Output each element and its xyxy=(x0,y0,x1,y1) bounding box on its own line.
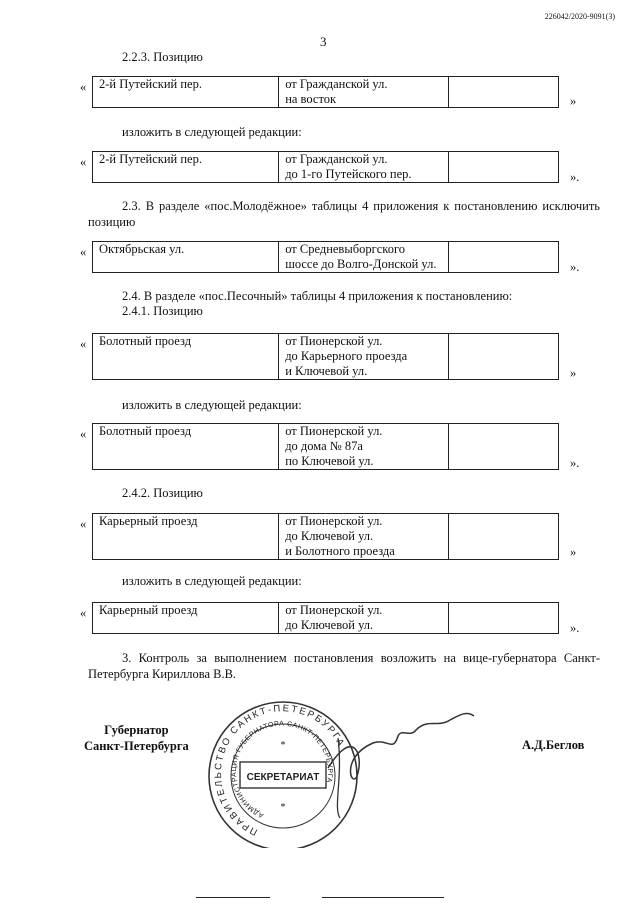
range-line: шоссе до Волго-Донской ул. xyxy=(285,257,437,271)
empty-cell xyxy=(449,603,559,634)
quote-open: « xyxy=(80,517,87,531)
table-row xyxy=(93,152,559,183)
street-range xyxy=(279,242,449,273)
empty-cell xyxy=(449,152,559,183)
stamp-center-text: СЕКРЕТАРИАТ xyxy=(246,772,320,783)
range-line: от Гражданской ул. xyxy=(285,77,388,91)
quote-close: » xyxy=(570,366,577,380)
edit-instruction: изложить в следующей редакции: xyxy=(122,574,302,588)
range-line: от Пионерской ул. xyxy=(285,514,383,528)
table-row xyxy=(93,334,559,380)
range-line: от Средневыборгского xyxy=(285,242,406,256)
range-line: от Пионерской ул. xyxy=(285,603,383,617)
table-row xyxy=(93,514,559,560)
section-3: 3. Контроль за выполнением постановления возложить на вице-губернатора Санкт-Петербурга Кириллова В.В. xyxy=(88,651,600,681)
signatory-title-line: Санкт-Петербурга xyxy=(84,739,189,753)
stamp-inner-text: АДМИНИСТРАЦИЯ ГУБЕРНАТОРА САНКТ-ПЕТЕРБУРГА xyxy=(230,720,334,819)
quote-close: ». xyxy=(570,621,580,635)
street-range xyxy=(279,152,449,183)
quote-close: ». xyxy=(570,170,580,184)
street-name: Болотный проезд xyxy=(93,424,279,470)
quote-close: » xyxy=(570,545,577,559)
position-table-6 xyxy=(92,513,559,560)
empty-cell xyxy=(449,77,559,108)
empty-cell xyxy=(449,334,559,380)
quote-open: « xyxy=(80,245,87,259)
table-row xyxy=(93,77,559,108)
section-2-3: 2.3. В разделе «пос.Молодёжное» таблицы 4 приложения к постановлению исключить позицию xyxy=(88,199,600,229)
street-range xyxy=(279,424,449,470)
quote-open: « xyxy=(80,155,87,169)
footer-rule xyxy=(322,897,444,898)
range-line: от Пионерской ул. xyxy=(285,424,383,438)
street-name: Карьерный проезд xyxy=(93,603,279,634)
range-line: и Ключевой ул. xyxy=(285,364,368,378)
section-2-2-3: 2.2.3. Позицию xyxy=(122,50,203,64)
range-line: на восток xyxy=(285,92,337,106)
street-name: Карьерный проезд xyxy=(93,514,279,560)
empty-cell xyxy=(449,242,559,273)
position-table-2 xyxy=(92,151,559,183)
edit-instruction: изложить в следующей редакции: xyxy=(122,125,302,139)
quote-close: ». xyxy=(570,456,580,470)
position-table-1 xyxy=(92,76,559,108)
svg-text:*: * xyxy=(280,740,286,751)
range-line: от Гражданской ул. xyxy=(285,152,388,166)
edit-instruction: изложить в следующей редакции: xyxy=(122,398,302,412)
range-line: и Болотного проезда xyxy=(285,544,395,558)
position-table-5 xyxy=(92,423,559,470)
quote-open: « xyxy=(80,337,87,351)
table-row xyxy=(93,603,559,634)
section-2-4-1: 2.4.1. Позицию xyxy=(122,304,203,318)
street-name: Болотный проезд xyxy=(93,334,279,380)
stamp-outer-text: ПРАВИТЕЛЬСТВО САНКТ-ПЕТЕРБУРГА xyxy=(212,703,347,838)
section-2-4: 2.4. В разделе «пос.Песочный» таблицы 4 приложения к постановлению: xyxy=(122,289,513,303)
range-line: до Ключевой ул. xyxy=(285,618,374,632)
street-range xyxy=(279,334,449,380)
table-row xyxy=(93,424,559,470)
svg-text:*: * xyxy=(280,802,286,813)
street-range xyxy=(279,77,449,108)
range-line: по Ключевой ул. xyxy=(285,454,374,468)
quote-open: « xyxy=(80,80,87,94)
street-range xyxy=(279,514,449,560)
range-line: от Пионерской ул. xyxy=(285,334,383,348)
position-table-7 xyxy=(92,602,559,634)
empty-cell xyxy=(449,514,559,560)
range-line: до Ключевой ул. xyxy=(285,529,374,543)
street-name: 2-й Путейский пер. xyxy=(93,152,279,183)
street-name: Октябрьская ул. xyxy=(93,242,279,273)
range-line: до 1-го Путейского пер. xyxy=(285,167,412,181)
footer-rule xyxy=(196,897,270,898)
page-number: 3 xyxy=(320,34,327,49)
quote-close: ». xyxy=(570,260,580,274)
range-line: до Карьерного проезда xyxy=(285,349,408,363)
signatory-name: А.Д.Беглов xyxy=(522,738,585,752)
signatory-title-line: Губернатор xyxy=(104,723,169,737)
position-table-3 xyxy=(92,241,559,273)
section-2-4-2: 2.4.2. Позицию xyxy=(122,486,203,500)
range-line: до дома № 87а xyxy=(285,439,363,453)
official-stamp xyxy=(188,698,488,848)
position-table-4 xyxy=(92,333,559,380)
quote-open: « xyxy=(80,606,87,620)
street-range xyxy=(279,603,449,634)
quote-open: « xyxy=(80,427,87,441)
quote-close: » xyxy=(570,94,577,108)
document-number: 226042/2020-9091(3) xyxy=(544,12,615,21)
table-row xyxy=(93,242,559,273)
empty-cell xyxy=(449,424,559,470)
street-name: 2-й Путейский пер. xyxy=(93,77,279,108)
signatory-title xyxy=(84,722,189,754)
